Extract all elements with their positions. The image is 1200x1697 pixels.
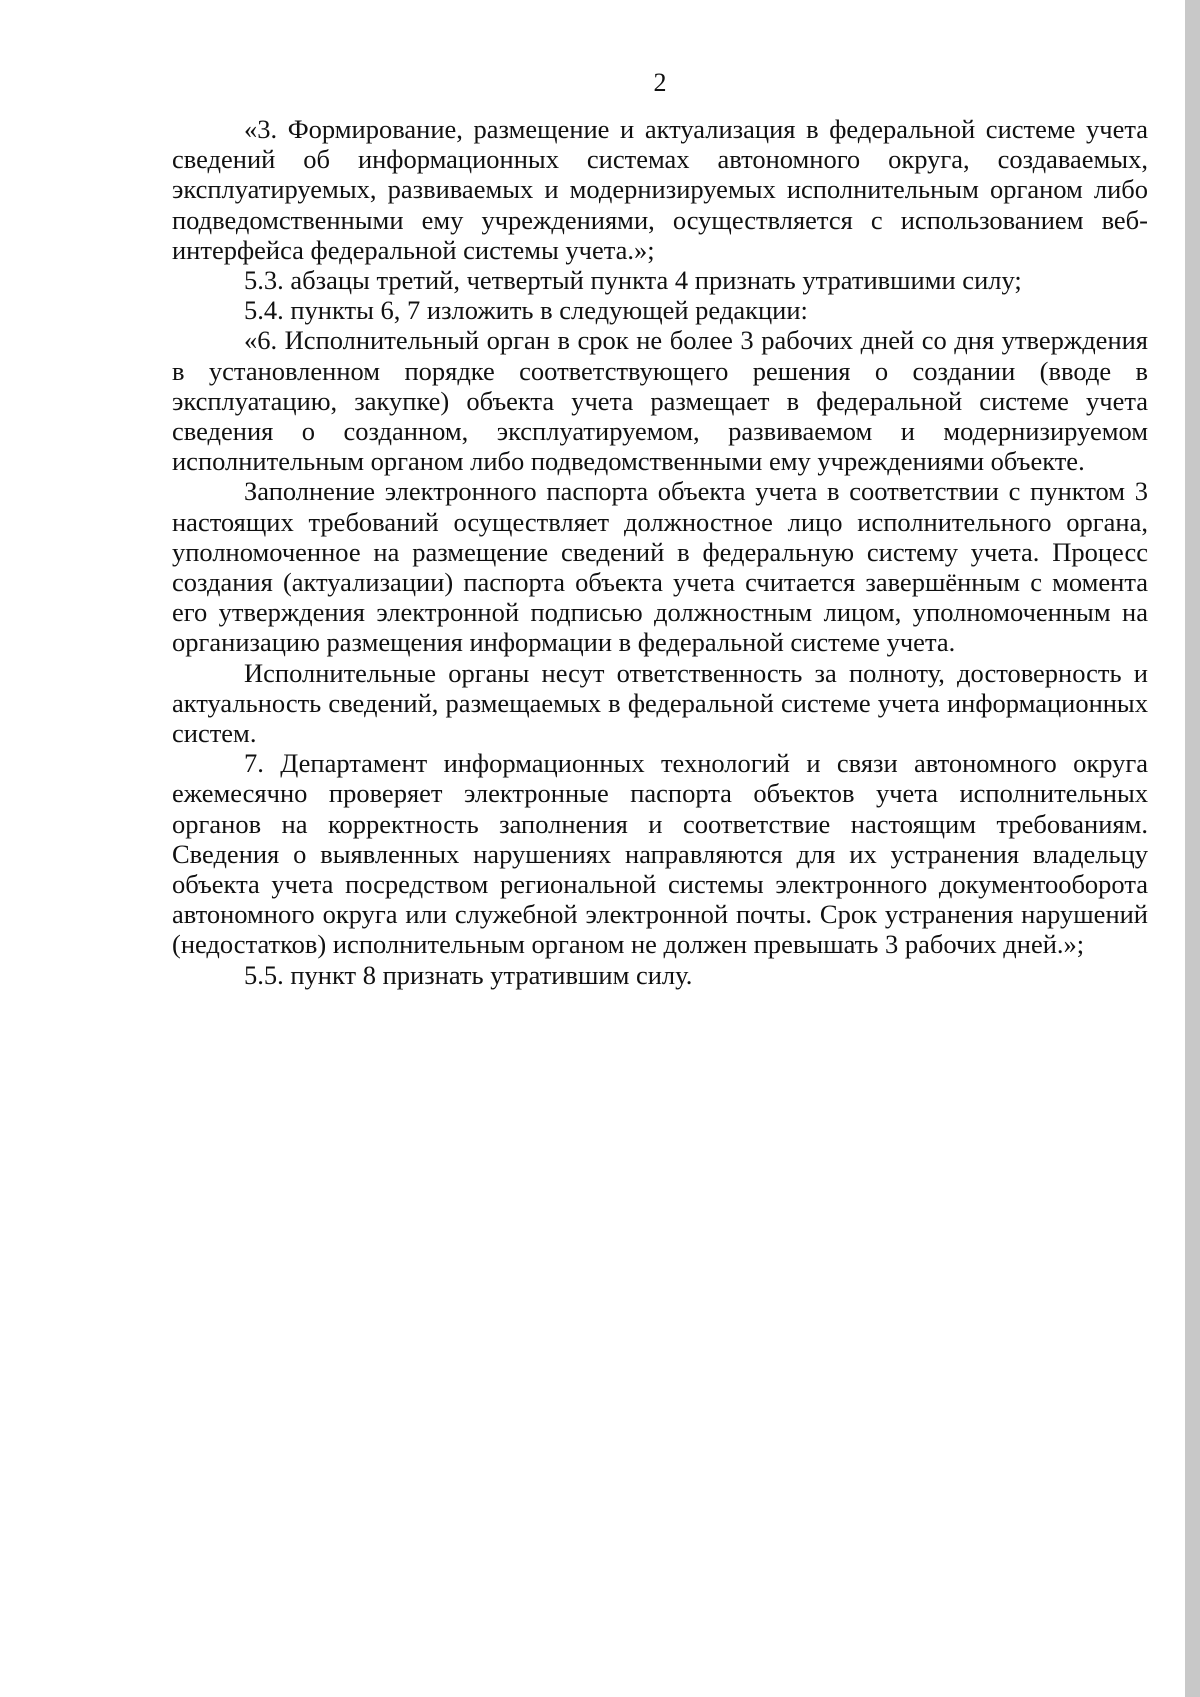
paragraph-responsibility: Исполнительные органы несут ответственность за полноту, достоверность и актуальность сведений, размещаемых в федеральной системе учета информационных систем.	[172, 657, 1148, 749]
scan-edge	[1185, 0, 1200, 1697]
paragraph-5-5: 5.5. пункт 8 признать утратившим силу.	[244, 959, 693, 990]
paragraph-item-7: 7. Департамент информационных технологий и связи автономного округа ежемесячно проверяет электронные паспорта объектов учета исполнительных органов на корректность заполнения и соответствие настоящим требованиям. Сведения о выявленных нарушениях направляются для их устранения владельцу объекта учета посредством региональной системы электронного документооборота автономного округа или служебной электронной почты. Срок устранения нарушений (недостатков) исполнительным органом не должен превышать 3 рабочих дней.»;	[172, 748, 1148, 960]
paragraph-item-3: «3. Формирование, размещение и актуализация в федеральной системе учета сведений об информационных системах автономного округа, создаваемых, эксплуатируемых, развиваемых и модернизируемых исполнительным органом либо подведомственными ему учреждениями, осуществляется с использованием веб-интерфейса федеральной системы учета.»;	[172, 114, 1148, 265]
page-number: 2	[653, 68, 667, 97]
paragraph-item-6: «6. Исполнительный орган в срок не более 3 рабочих дней со дня утверждения в установленном порядке соответствующего решения о создании (вводе в эксплуатацию, закупке) объекта учета размещает в федеральной системе учета сведения о созданном, эксплуатируемом, развиваемом и модернизируемом исполнительным органом либо подведомственными ему учреждениями объекте.	[172, 325, 1148, 477]
paragraph-5-3: 5.3. абзацы третий, четвертый пункта 4 признать утратившими силу;	[244, 265, 1022, 296]
document-body	[172, 114, 1148, 990]
paragraph-passport-filling: Заполнение электронного паспорта объекта учета в соответствии с пунктом 3 настоящих требований осуществляет должностное лицо исполнительного органа, уполномоченное на размещение сведений в федеральную систему учета. Процесс создания (актуализации) паспорта объекта учета считается завершённым с момента его утверждения электронной подписью должностным лицом, уполномоченным на организацию размещения информации в федеральной системе учета.	[172, 476, 1148, 658]
paragraph-5-4: 5.4. пункты 6, 7 изложить в следующей редакции:	[244, 295, 808, 326]
